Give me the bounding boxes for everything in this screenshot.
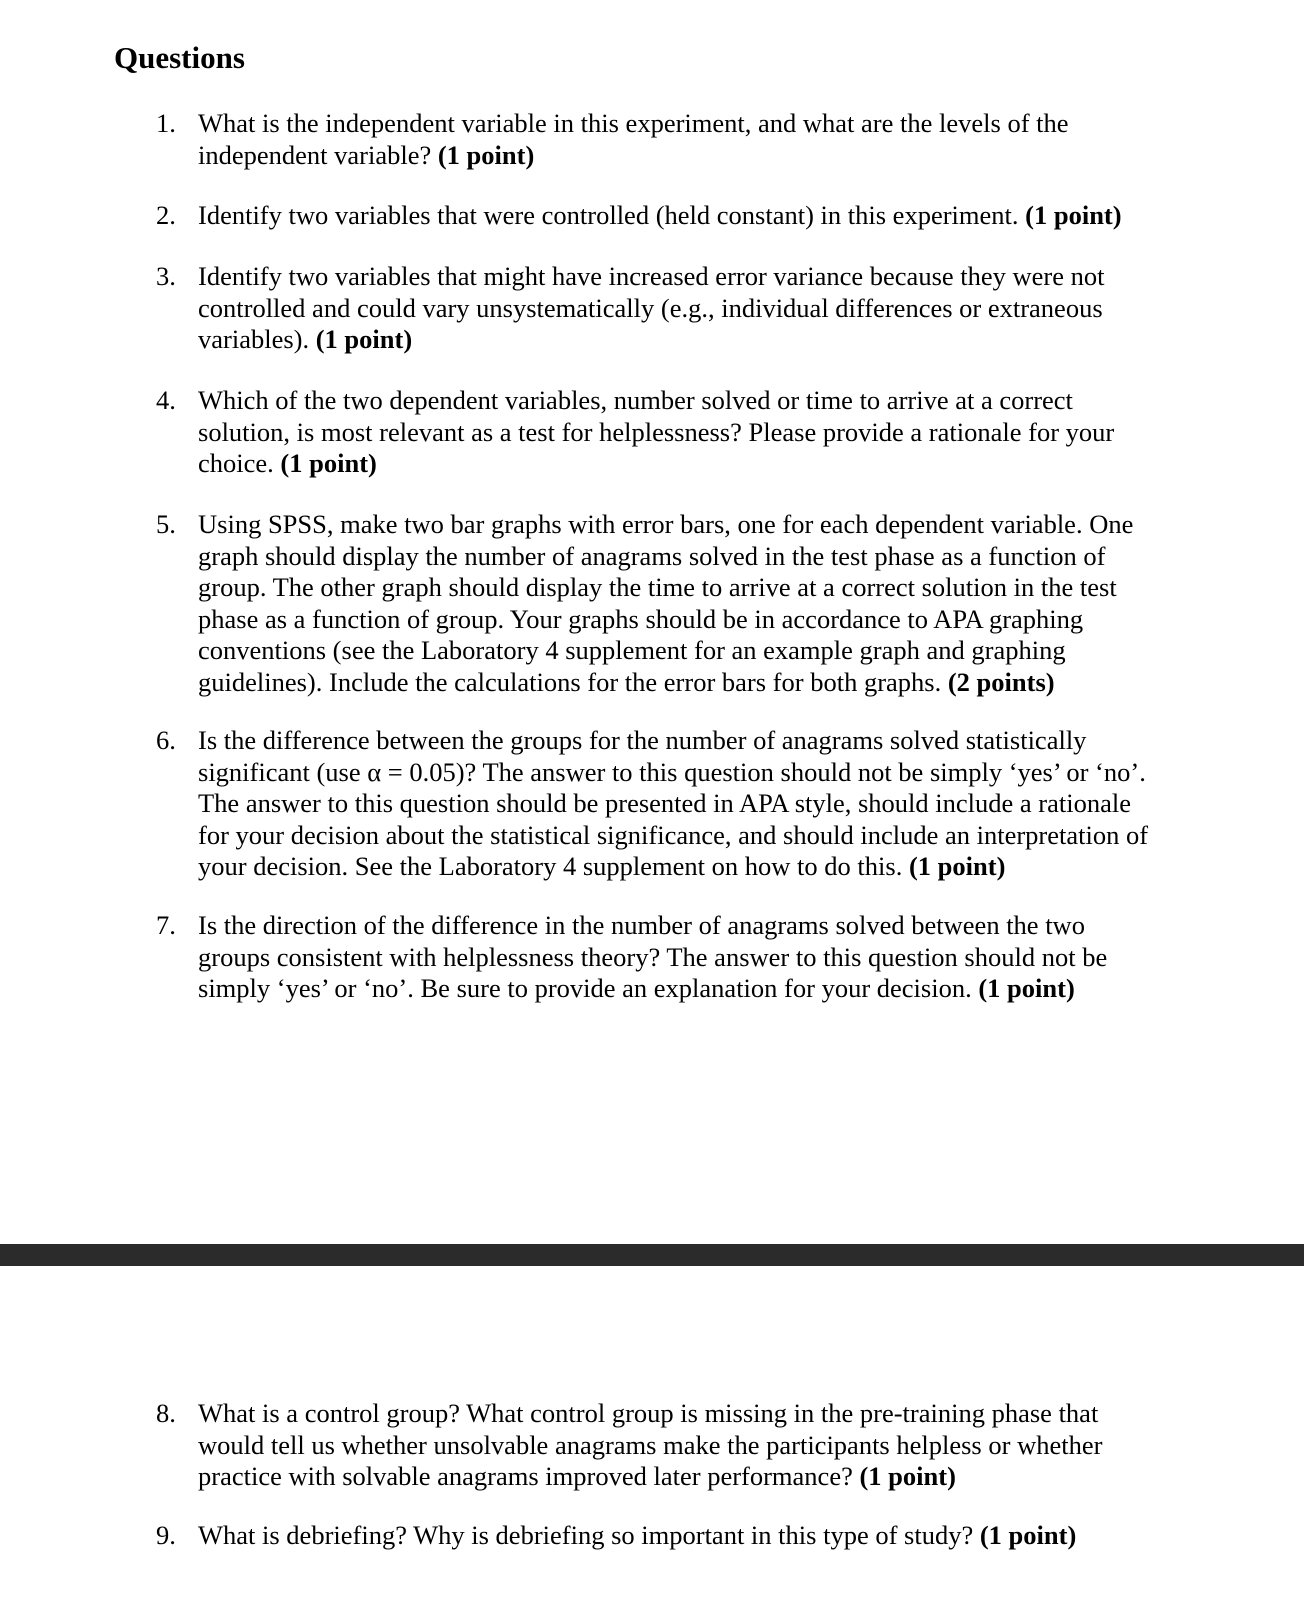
question-points: (1 point)	[1025, 200, 1122, 230]
question-8	[156, 1398, 1136, 1493]
question-3	[156, 261, 1136, 356]
question-text: What is a control group? What control group is missing in the pre-training phase that would tell us whether unsolvable anagrams make the participants helpless or whether practice with solvable anagrams improved later performance?	[198, 1398, 1103, 1492]
question-6	[156, 725, 1166, 883]
question-points: (1 point)	[978, 973, 1075, 1004]
question-points: (1 point)	[908, 851, 1006, 882]
question-number: 9.	[156, 1520, 176, 1550]
question-points: (1 point)	[437, 139, 535, 170]
question-7	[156, 910, 1126, 1005]
question-number: 7.	[156, 910, 176, 940]
question-text: Using SPSS, make two bar graphs with error bars, one for each dependent variable. One graph should display the number of anagrams solved in the test phase as a function of group. The other graph should display the time to arrive at a correct solution in the test phase as a function of group. Your graphs should be in accordance to APA graphing conventions (see the Laboratory 4 supplement for an example graph and graphing guidelines). Include the calculations for the error bars for both graphs.	[198, 509, 1134, 697]
question-points: (1 point)	[280, 448, 377, 479]
question-text: What is debriefing? Why is debriefing so important in this type of study?	[198, 1520, 974, 1550]
question-9	[156, 1520, 1236, 1552]
question-number: 1.	[156, 108, 176, 138]
question-text: Identify two variables that were controlled (held constant) in this experiment.	[198, 200, 1019, 230]
question-text: What is the independent variable in this experiment, and what are the levels of the independent variable?	[198, 108, 1069, 170]
question-text: Which of the two dependent variables, number solved or time to arrive at a correct solution, is most relevant as a test for helplessness? Please provide a rationale for your choice.	[198, 385, 1115, 479]
question-text: Identify two variables that might have increased error variance because they were not controlled and could vary unsystematically (e.g., individual differences or extraneous variables).	[198, 261, 1105, 355]
question-text: Is the direction of the difference in the number of anagrams solved between the two groups consistent with helplessness theory? The answer to this question should not be simply ‘yes’ or ‘no’. Be sure to provide an explanation for your decision.	[198, 910, 1108, 1004]
question-1	[156, 108, 1096, 171]
question-4	[156, 385, 1146, 480]
question-number: 6.	[156, 725, 176, 755]
question-points: (1 point)	[315, 324, 413, 355]
question-points: (2 points)	[947, 666, 1055, 697]
question-points: (1 point)	[979, 1520, 1077, 1550]
question-number: 2.	[156, 200, 176, 230]
question-points: (1 point)	[859, 1461, 956, 1492]
page-break-divider	[0, 1244, 1304, 1266]
question-5	[156, 509, 1156, 699]
document-page-bottom	[0, 1266, 1304, 1610]
question-number: 3.	[156, 261, 176, 291]
question-number: 4.	[156, 385, 176, 415]
question-number: 8.	[156, 1398, 176, 1428]
question-2	[156, 200, 1236, 232]
question-number: 5.	[156, 509, 176, 539]
page-title: Questions	[114, 40, 245, 75]
question-text: Is the difference between the groups for the number of anagrams solved statistically significant (use α = 0.05)? The answer to this question should not be simply ‘yes’ or ‘no’. The answer to this question should be presented in APA style, should include a rationale for your decision about the statistical significance, and should include an interpretation of your decision. See the Laboratory 4 supplement on how to do this.	[198, 725, 1149, 882]
